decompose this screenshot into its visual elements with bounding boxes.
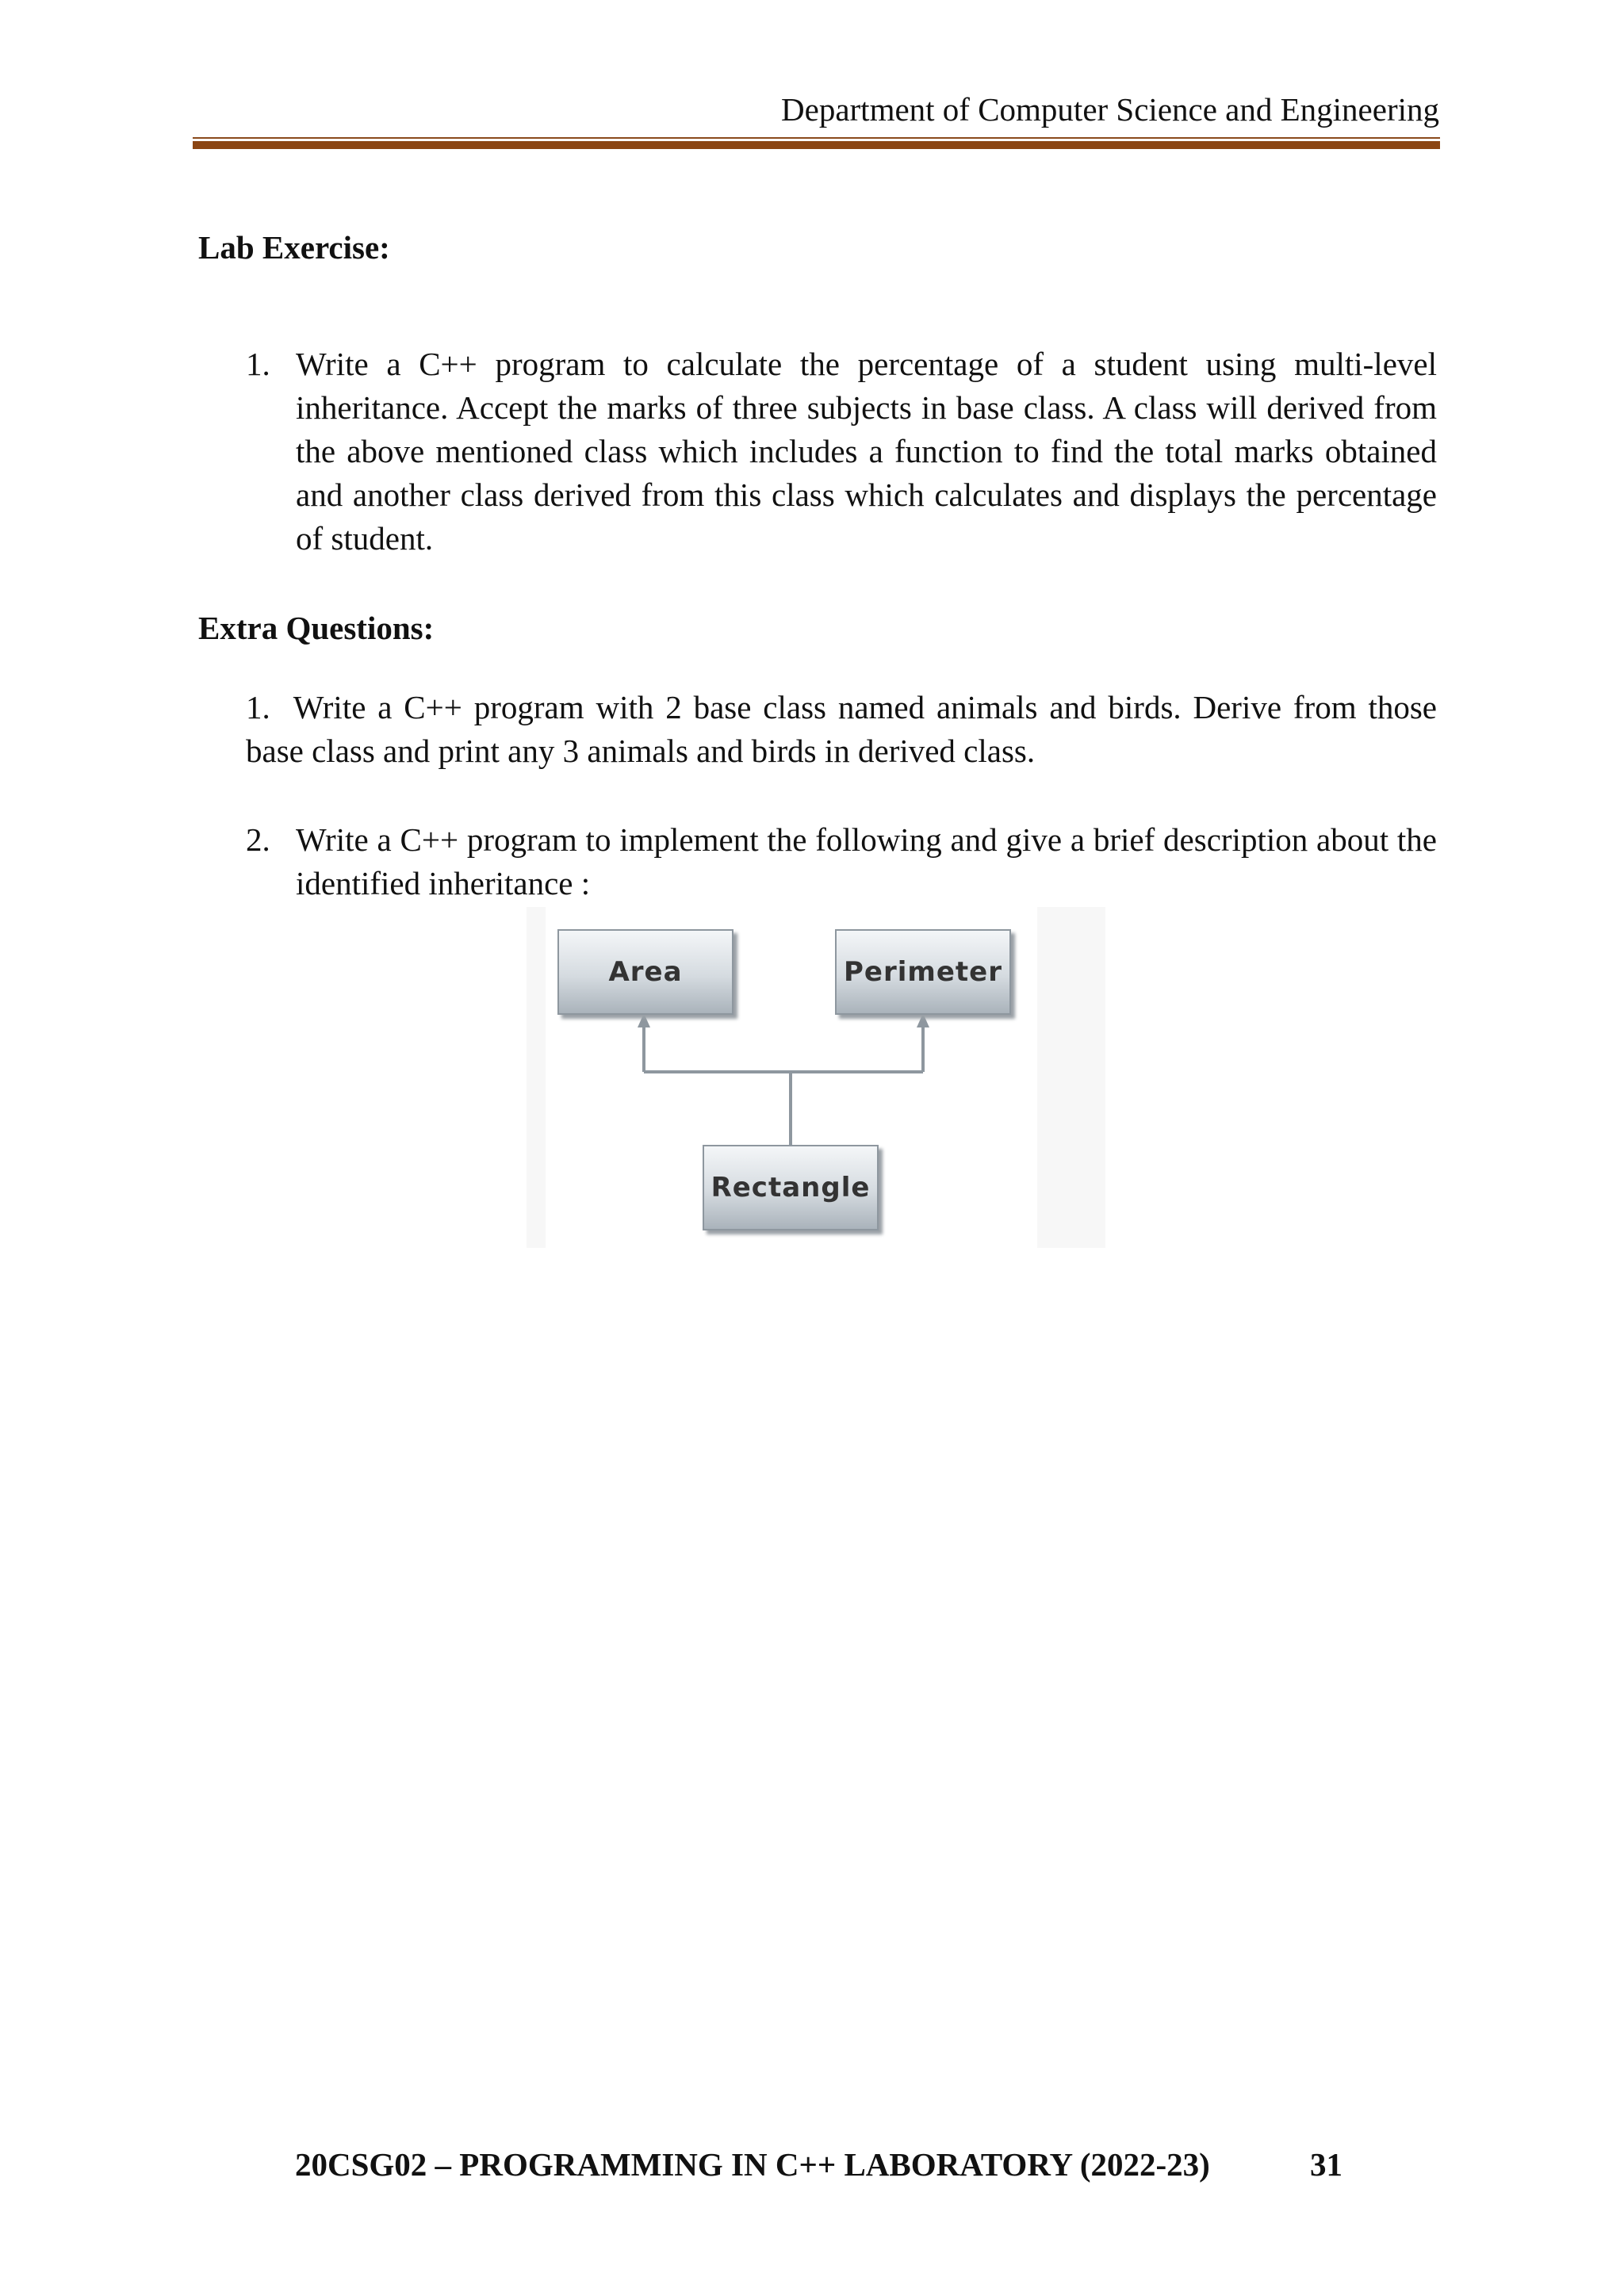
item-text: Write a C++ program to calculate the percentage of a student using multi-level inheritance. Accept the marks of three subjects in base class. A class will derived from the above mentioned class which includes a function to find the total marks obtained and another class derived from this class which calculates and displays the percentage of student. — [296, 346, 1437, 557]
item-number: 2. — [246, 821, 270, 858]
item-number: 1. — [246, 689, 270, 725]
footer-course-title: 20CSG02 – PROGRAMMING IN C++ LABORATORY (2022-23) — [295, 2146, 1210, 2183]
item-number: 1. — [246, 346, 270, 382]
department-header: Department of Computer Science and Engineering — [781, 91, 1439, 128]
item-text: Write a C++ program to implement the following and give a brief description about the identified inheritance : — [296, 821, 1437, 901]
class-box-rectangle: Rectangle — [703, 1145, 879, 1230]
class-box-perimeter: Perimeter — [835, 929, 1011, 1015]
class-box-area: Area — [557, 929, 733, 1015]
arrowhead-perimeter — [917, 1013, 929, 1027]
page-number: 31 — [1310, 2146, 1342, 2183]
item-text: Write a C++ program with 2 base class named animals and birds. Derive from those base class and print any 3 animals and birds in derived class. — [246, 689, 1437, 769]
arrowhead-area — [638, 1013, 650, 1027]
lab-exercise-heading: Lab Exercise: — [198, 229, 390, 266]
extra-questions-heading: Extra Questions: — [198, 610, 435, 646]
